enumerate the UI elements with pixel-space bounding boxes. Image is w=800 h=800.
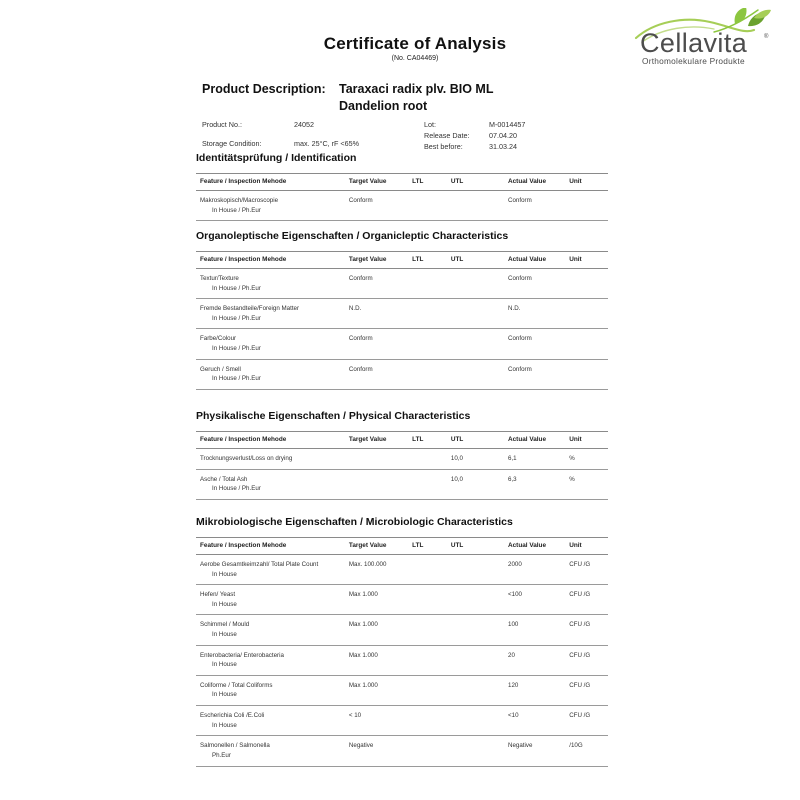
cell-actual-value: Conform <box>508 191 569 221</box>
cell-feature <box>196 585 349 615</box>
cell-unit: CFU /G <box>569 615 608 645</box>
cell-actual-value: <10 <box>508 706 569 736</box>
cell-unit <box>569 359 608 389</box>
cell-utl: 10,0 <box>451 469 508 499</box>
meta-value: M-0014457 <box>489 120 526 129</box>
column-header: LTL <box>412 432 451 449</box>
cell-ltl <box>412 615 451 645</box>
cell-ltl <box>412 706 451 736</box>
feature-name: Coliforme / Total Coliforms <box>200 681 273 689</box>
cell-utl <box>451 736 508 766</box>
cell-feature <box>196 706 349 736</box>
table-row <box>196 736 608 766</box>
feature-name: Asche / Total Ash <box>200 475 248 483</box>
inspection-method: In House <box>212 631 237 639</box>
meta-row-product-no <box>202 120 417 129</box>
cell-actual-value: Conform <box>508 269 569 299</box>
cell-actual-value: N.D. <box>508 299 569 329</box>
section-title: Identitätsprüfung / Identification <box>196 152 357 164</box>
feature-name: Textur/Texture <box>200 275 239 282</box>
product-description-label: Product Description: <box>202 82 326 96</box>
column-header: Target Value <box>349 252 412 269</box>
cell-ltl <box>412 359 451 389</box>
section-3 <box>196 410 608 500</box>
inspection-method: Ph.Eur <box>212 751 231 759</box>
cell-feature <box>196 615 349 645</box>
cell-unit: CFU /G <box>569 645 608 675</box>
cell-actual-value: <100 <box>508 585 569 615</box>
meta-value: 24052 <box>294 120 314 129</box>
cell-actual-value: Conform <box>508 359 569 389</box>
cell-feature <box>196 329 349 359</box>
cell-utl <box>451 269 508 299</box>
cell-feature <box>196 449 349 470</box>
cell-ltl <box>412 449 451 470</box>
certificate-number: (No. CA04469) <box>391 55 439 62</box>
inspection-method: In House / Ph.Eur <box>212 314 261 322</box>
cell-utl <box>451 329 508 359</box>
cell-feature <box>196 359 349 389</box>
cell-target-value: Conform <box>349 191 412 221</box>
results-table <box>196 537 608 767</box>
cell-ltl <box>412 736 451 766</box>
cell-actual-value: 100 <box>508 615 569 645</box>
column-header: Unit <box>569 432 608 449</box>
cell-ltl <box>412 269 451 299</box>
column-header: UTL <box>451 432 508 449</box>
table-row <box>196 706 608 736</box>
cell-unit: % <box>569 449 608 470</box>
cell-actual-value: 6,1 <box>508 449 569 470</box>
cell-unit: CFU /G <box>569 585 608 615</box>
feature-name: Escherichia Coli /E.Coli <box>200 712 265 720</box>
meta-row-release-date <box>424 131 674 140</box>
cell-actual-value: 20 <box>508 645 569 675</box>
logo-wordmark: Cellavita <box>640 28 748 58</box>
column-header: Actual Value <box>508 538 569 555</box>
cell-target-value: < 10 <box>349 706 412 736</box>
table-row <box>196 191 608 221</box>
section-title: Physikalische Eigenschaften / Physical Characteristics <box>196 410 471 422</box>
column-header: Target Value <box>349 538 412 555</box>
cell-target-value: Max 1.000 <box>349 585 412 615</box>
cell-feature <box>196 469 349 499</box>
inspection-method: In House <box>212 691 237 699</box>
section-title: Mikrobiologische Eigenschaften / Microbiologic Characteristics <box>196 516 513 528</box>
column-header: LTL <box>412 252 451 269</box>
cell-unit: CFU /G <box>569 675 608 705</box>
product-description-row <box>202 82 762 96</box>
logo-tagline: Orthomolekulare Produkte <box>642 56 745 66</box>
section-1 <box>196 152 608 221</box>
cell-target-value: Max 1.000 <box>349 645 412 675</box>
feature-name: Hefen/ Yeast <box>200 591 236 599</box>
product-meta-left <box>202 120 417 150</box>
table-header-row <box>196 174 608 191</box>
meta-row-lot <box>424 120 674 129</box>
cell-feature <box>196 675 349 705</box>
table-row <box>196 469 608 499</box>
product-name: Taraxaci radix plv. BIO ML <box>339 82 494 96</box>
table-header-row <box>196 538 608 555</box>
cell-unit: CFU /G <box>569 706 608 736</box>
column-header: Actual Value <box>508 432 569 449</box>
cell-actual-value: 120 <box>508 675 569 705</box>
cell-utl <box>451 555 508 585</box>
section-2 <box>196 230 608 390</box>
meta-row-best-before <box>424 142 674 151</box>
cell-utl <box>451 675 508 705</box>
meta-value: 31.03.24 <box>489 142 517 151</box>
feature-name: Makroskopisch/Macroscopie <box>200 197 279 204</box>
inspection-method: In House / Ph.Eur <box>212 375 261 383</box>
cell-target-value: Conform <box>349 329 412 359</box>
meta-key: Storage Condition: <box>202 139 262 148</box>
column-header: Feature / Inspection Mehode <box>196 252 349 269</box>
cell-ltl <box>412 645 451 675</box>
results-table <box>196 251 608 390</box>
meta-key: Release Date: <box>424 131 470 140</box>
inspection-method: In House / Ph.Eur <box>212 345 261 353</box>
cell-unit: /10G <box>569 736 608 766</box>
column-header: Feature / Inspection Mehode <box>196 538 349 555</box>
cell-utl <box>451 359 508 389</box>
feature-name: Fremde Bestandteile/Foreign Matter <box>200 305 300 313</box>
table-row <box>196 299 608 329</box>
column-header: Target Value <box>349 432 412 449</box>
table-row <box>196 645 608 675</box>
column-header: Unit <box>569 538 608 555</box>
inspection-method: In House <box>212 570 237 578</box>
meta-value: 07.04.20 <box>489 131 517 140</box>
cellavita-logo <box>632 8 782 70</box>
inspection-method: In House <box>212 661 237 669</box>
cell-unit <box>569 269 608 299</box>
table-row <box>196 359 608 389</box>
column-header: Actual Value <box>508 252 569 269</box>
product-meta-right <box>424 120 674 153</box>
cell-utl <box>451 191 508 221</box>
cell-target-value: Max 1.000 <box>349 675 412 705</box>
cell-ltl <box>412 191 451 221</box>
table-row <box>196 555 608 585</box>
cell-feature <box>196 269 349 299</box>
cell-target-value: Max. 100.000 <box>349 555 412 585</box>
cell-ltl <box>412 675 451 705</box>
cell-target-value: N.D. <box>349 299 412 329</box>
inspection-method: In House <box>212 600 237 608</box>
feature-name: Trocknungsverlust/Loss on drying <box>200 455 293 462</box>
meta-row-storage-condition <box>202 139 417 148</box>
cell-target-value <box>349 449 412 470</box>
results-table <box>196 173 608 221</box>
table-row <box>196 585 608 615</box>
cell-feature <box>196 299 349 329</box>
inspection-method: In House / Ph.Eur <box>212 284 261 292</box>
product-description-block <box>202 82 762 113</box>
inspection-method: In House / Ph.Eur <box>212 206 261 214</box>
cell-ltl <box>412 469 451 499</box>
feature-name: Geruch / Smell <box>200 365 241 373</box>
cell-unit: % <box>569 469 608 499</box>
column-header: LTL <box>412 538 451 555</box>
cell-unit <box>569 299 608 329</box>
cell-target-value: Negative <box>349 736 412 766</box>
cell-actual-value: Conform <box>508 329 569 359</box>
column-header: Unit <box>569 174 608 191</box>
cell-target-value: Conform <box>349 359 412 389</box>
column-header: Target Value <box>349 174 412 191</box>
feature-name: Enterobacteria/ Enterobacteria <box>200 651 284 659</box>
cell-feature <box>196 555 349 585</box>
table-row <box>196 329 608 359</box>
feature-name: Aerobe Gesamtkeimzahl/ Total Plate Count <box>200 561 319 568</box>
document-header <box>0 0 800 78</box>
inspection-method: In House / Ph.Eur <box>212 485 261 493</box>
cell-utl <box>451 585 508 615</box>
column-header: Unit <box>569 252 608 269</box>
table-header-row <box>196 252 608 269</box>
cell-unit <box>569 191 608 221</box>
column-header: UTL <box>451 538 508 555</box>
table-row <box>196 615 608 645</box>
cell-feature <box>196 645 349 675</box>
cell-unit: CFU /G <box>569 555 608 585</box>
inspection-method: In House <box>212 721 237 729</box>
table-header-row <box>196 432 608 449</box>
feature-name: Schimmel / Mould <box>200 621 250 629</box>
logo-graphic <box>632 8 782 70</box>
cell-feature <box>196 736 349 766</box>
table-row <box>196 449 608 470</box>
cell-utl <box>451 299 508 329</box>
column-header: Feature / Inspection Mehode <box>196 174 349 191</box>
table-row <box>196 675 608 705</box>
column-header: UTL <box>451 252 508 269</box>
meta-value: max. 25°C, rF <65% <box>294 139 359 148</box>
section-4 <box>196 516 608 767</box>
table-row <box>196 269 608 299</box>
cell-ltl <box>412 299 451 329</box>
cell-ltl <box>412 329 451 359</box>
results-table <box>196 431 608 500</box>
column-header: UTL <box>451 174 508 191</box>
cell-target-value <box>349 469 412 499</box>
cell-ltl <box>412 585 451 615</box>
meta-key: Product No.: <box>202 120 242 129</box>
cell-target-value: Conform <box>349 269 412 299</box>
cell-ltl <box>412 555 451 585</box>
cell-utl <box>451 706 508 736</box>
meta-key: Lot: <box>424 120 436 129</box>
column-header: LTL <box>412 174 451 191</box>
registered-trademark-icon: ® <box>764 34 769 40</box>
column-header: Actual Value <box>508 174 569 191</box>
cell-feature <box>196 191 349 221</box>
feature-name: Salmonellen / Salmonella <box>200 742 270 750</box>
column-header: Feature / Inspection Mehode <box>196 432 349 449</box>
cell-actual-value: Negative <box>508 736 569 766</box>
cell-actual-value: 2000 <box>508 555 569 585</box>
section-title: Organoleptische Eigenschaften / Organicleptic Characteristics <box>196 230 509 242</box>
cell-utl <box>451 615 508 645</box>
cell-actual-value: 6,3 <box>508 469 569 499</box>
cell-utl <box>451 645 508 675</box>
meta-key: Best before: <box>424 142 463 151</box>
cell-target-value: Max 1.000 <box>349 615 412 645</box>
cell-utl: 10,0 <box>451 449 508 470</box>
product-common-name: Dandelion root <box>339 99 428 113</box>
page-title: Certificate of Analysis <box>323 34 507 53</box>
feature-name: Farbe/Colour <box>200 335 237 343</box>
cell-unit <box>569 329 608 359</box>
